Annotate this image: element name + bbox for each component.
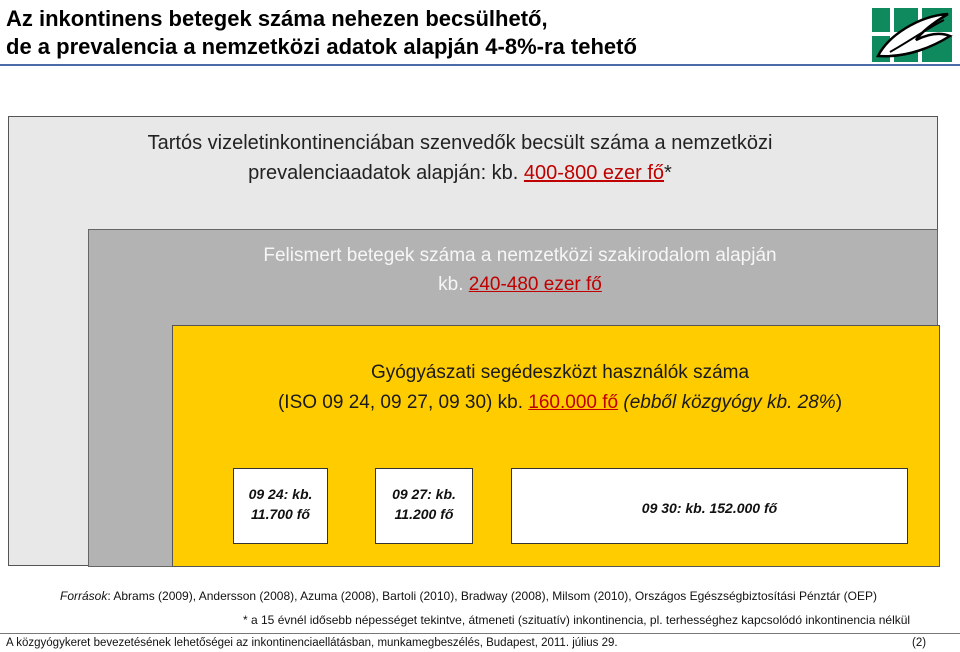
estimated-patients-line2: [40, 158, 880, 188]
device-users-subsidy: (ebből közgyógy kb. 28%: [618, 392, 836, 413]
recognized-value: 240-480 ezer fő: [468, 274, 602, 295]
footer-text: A közgyógykeret bevezetésének lehetőségei az inkontinenciaellátásban, munkamegbeszélés, Budapest, 2011. július 29.: [6, 637, 618, 649]
iso-0927-box: [375, 468, 473, 544]
device-users-value: 160.000 fő: [528, 392, 619, 413]
footnote: * a 15 évnél idősebb népességet tekintve, átmeneti (szituatív) inkontinencia, pl. terhességhez kapcsolódó inkontinencia nélkül: [243, 613, 911, 627]
device-users-prefix: (ISO 09 24, 09 27, 09 30) kb.: [277, 392, 529, 413]
estimated-suffix: *: [664, 162, 672, 184]
recognized-patients-text: [100, 241, 940, 299]
title-divider: [0, 64, 960, 66]
sources-text: [60, 589, 950, 603]
device-users-suffix: ): [835, 392, 843, 413]
iso-0930-box: [511, 468, 908, 544]
device-users-text: [170, 358, 950, 418]
sources-list: : Abrams (2009), Andersson (2008), Azuma (2008), Bartoli (2010), Bradway (2008), Milsom (2010), Országos Egészségbiztosítási Pénztár (OEP): [107, 589, 878, 603]
page-number: (2): [912, 637, 927, 649]
iso-0924-line1: 09 24: kb.: [248, 486, 313, 502]
iso-0930-line1: 09 30: kb. 152.000 fő: [641, 500, 778, 516]
iso-0927-line2: 11.200 fő: [394, 506, 454, 522]
estimated-prefix: prevalenciaadatok alapján: kb.: [248, 162, 524, 184]
recognized-patients-line1: Felismert betegek száma a nemzetközi szakirodalom alapján: [263, 245, 777, 266]
estimated-patients-line1: Tartós vizeletinkontinenciában szenvedők becsült száma a nemzetközi: [147, 132, 773, 154]
device-users-line1: Gyógyászati segédeszközt használók száma: [370, 362, 750, 383]
slide-title: [6, 5, 846, 61]
estimated-patients-text: [40, 128, 880, 188]
estimated-value: 400-800 ezer fő: [523, 162, 665, 184]
footer-divider: [0, 633, 960, 634]
iso-0927-line1: 09 27: kb.: [392, 486, 456, 502]
slide-title-line2: de a prevalencia a nemzetközi adatok alapján 4-8%-ra tehető: [6, 34, 637, 59]
iso-0924-box: [233, 468, 328, 544]
sources-label: Források: [60, 589, 108, 603]
recognized-patients-line2: [100, 270, 940, 299]
slide-title-line1: Az inkontinens betegek száma nehezen becsülhető,: [6, 6, 548, 31]
device-users-line2: [170, 388, 950, 418]
recognized-prefix: kb.: [438, 274, 469, 295]
organization-logo-icon: [868, 6, 956, 64]
iso-0924-line2: 11.700 fő: [251, 506, 310, 522]
